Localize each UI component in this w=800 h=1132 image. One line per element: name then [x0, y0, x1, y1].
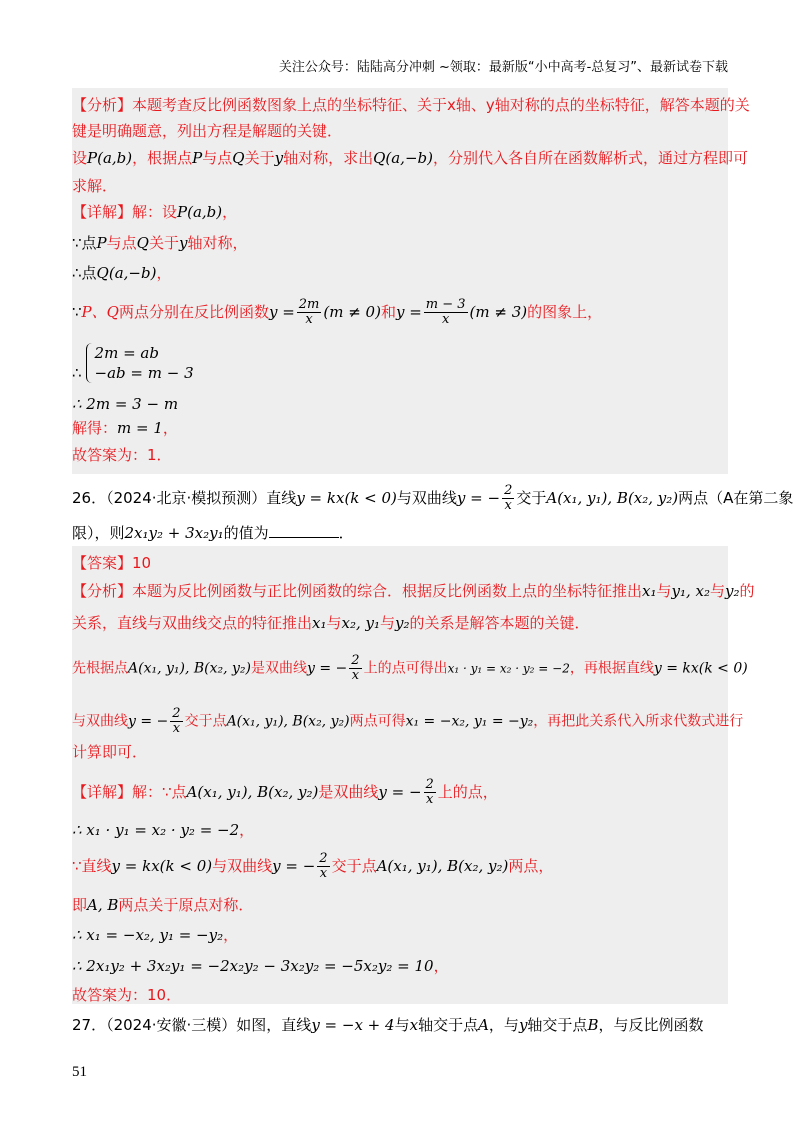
detail-26-line-6: ∴ 2x₁y₂ + 3x₂y₁ = −2x₂y₂ − 3x₂y₂ = −5x₂y₂ = 10，	[72, 957, 449, 975]
equation-brace: 2m = ab −ab = m − 3	[86, 343, 194, 383]
fraction-2m-over-x: $\frac{2m}{x}$	[298, 297, 320, 327]
analysis-26-line-5: 计算即可．	[72, 743, 148, 761]
fraction-2-over-x: $\frac{2}{x}$	[504, 483, 513, 513]
analysis-26-line-4: 与双曲线y = − $\frac{2}{x}$ 交于点A(x₁, y₁), B(x₂, y₂)两点可得x₁ = −x₂, y₁ = −y₂，再把此关系代入所求代数式进行	[72, 706, 744, 736]
detail-26-line-1: 【详解】解：∵点A(x₁, y₁), B(x₂, y₂)是双曲线y = − $\frac{2}{x}$ 上的点，	[72, 777, 498, 807]
analysis-line-4: 求解．	[72, 177, 118, 195]
fraction-2-over-x: $\frac{2}{x}$	[425, 777, 434, 807]
analysis-line-2: 键是明确题意，列出方程是解题的关键．	[72, 122, 343, 140]
page-number: 51	[72, 1064, 87, 1080]
detail-line-4: ∵P、Q两点分别在反比例函数y = $\frac{2m}{x}$ (m ≠ 0)和y = $\frac{m - 3}{x}$ (m ≠ 3)的图象上，	[72, 297, 603, 327]
question-26-line-1: 26．（2024·北京·模拟预测）直线y = kx(k < 0)与双曲线y = − $\frac{2}{x}$ 交于A(x₁, y₁), B(x₂, y₂)两点（A在第二象	[72, 483, 794, 513]
fraction-2-over-x: $\frac{2}{x}$	[319, 851, 328, 881]
page-header: 关注公众号：陆陆高分冲刺 ~领取：最新版“小中高考-总复习”、最新试卷下载	[278, 60, 728, 75]
fraction-2-over-x: $\frac{2}{x}$	[351, 653, 360, 683]
analysis-26-line-3: 先根据点A(x₁, y₁), B(x₂, y₂)是双曲线y = − $\frac{2}{x}$ 上的点可得出x₁ · y₁ = x₂ · y₂ = −2，再根据直线y = kx(k < 0)	[72, 653, 748, 683]
final-answer-25: 故答案为：1．	[72, 446, 172, 464]
answer-26: 【答案】10	[72, 554, 152, 572]
fraction-2-over-x: $\frac{2}{x}$	[172, 706, 181, 736]
detail-26-line-4: 即A, B两点关于原点对称．	[72, 896, 254, 914]
analysis-line-1: 【分析】本题考查反比例函数图象上点的坐标特征、关于x轴、y轴对称的点的坐标特征，解答本题的关	[72, 96, 750, 114]
answer-blank	[269, 523, 339, 538]
analysis-26-line-1: 【分析】本题为反比例函数与正比例函数的综合．根据反比例函数上点的坐标特征推出x₁与y₁, x₂与y₂的	[72, 582, 755, 600]
detail-line-1: 【详解】解：设P(a,b)，	[72, 203, 238, 221]
detail-26-line-5: ∴ x₁ = −x₂, y₁ = −y₂，	[72, 926, 239, 944]
detail-line-7: 解得：m = 1，	[72, 419, 178, 437]
fraction-m-3-over-x: $\frac{m - 3}{x}$	[425, 297, 466, 327]
final-answer-26: 故答案为：10．	[72, 986, 182, 1004]
detail-26-line-3: ∵直线y = kx(k < 0)与双曲线y = − $\frac{2}{x}$ 交于点A(x₁, y₁), B(x₂, y₂)两点，	[72, 851, 554, 881]
detail-line-2: ∵点P与点Q关于y轴对称，	[72, 234, 248, 252]
analysis-26-line-2: 关系，直线与双曲线交点的特征推出x₁与x₂, y₁与y₂的关系是解答本题的关键．	[72, 614, 590, 632]
detail-line-3: ∴点Q(a,−b)，	[72, 264, 172, 282]
question-26-line-2: 限），则2x₁y₂ + 3x₂y₁的值为 ．	[72, 524, 354, 542]
detail-line-6: ∴ 2m = 3 − m	[72, 395, 179, 413]
detail-26-line-2: ∴ x₁ · y₁ = x₂ · y₂ = −2，	[72, 821, 255, 839]
equation-system: ∴ 2m = ab −ab = m − 3	[72, 344, 194, 382]
analysis-line-3: 设P(a,b)，根据点P与点Q关于y轴对称，求出Q(a,−b)，分别代入各自所在函数解析式，通过方程即可	[72, 149, 748, 167]
question-27-line-1: 27．（2024·安徽·三模）如图，直线y = −x + 4与x轴交于点A，与y轴交于点B，与反比例函数	[72, 1016, 704, 1034]
